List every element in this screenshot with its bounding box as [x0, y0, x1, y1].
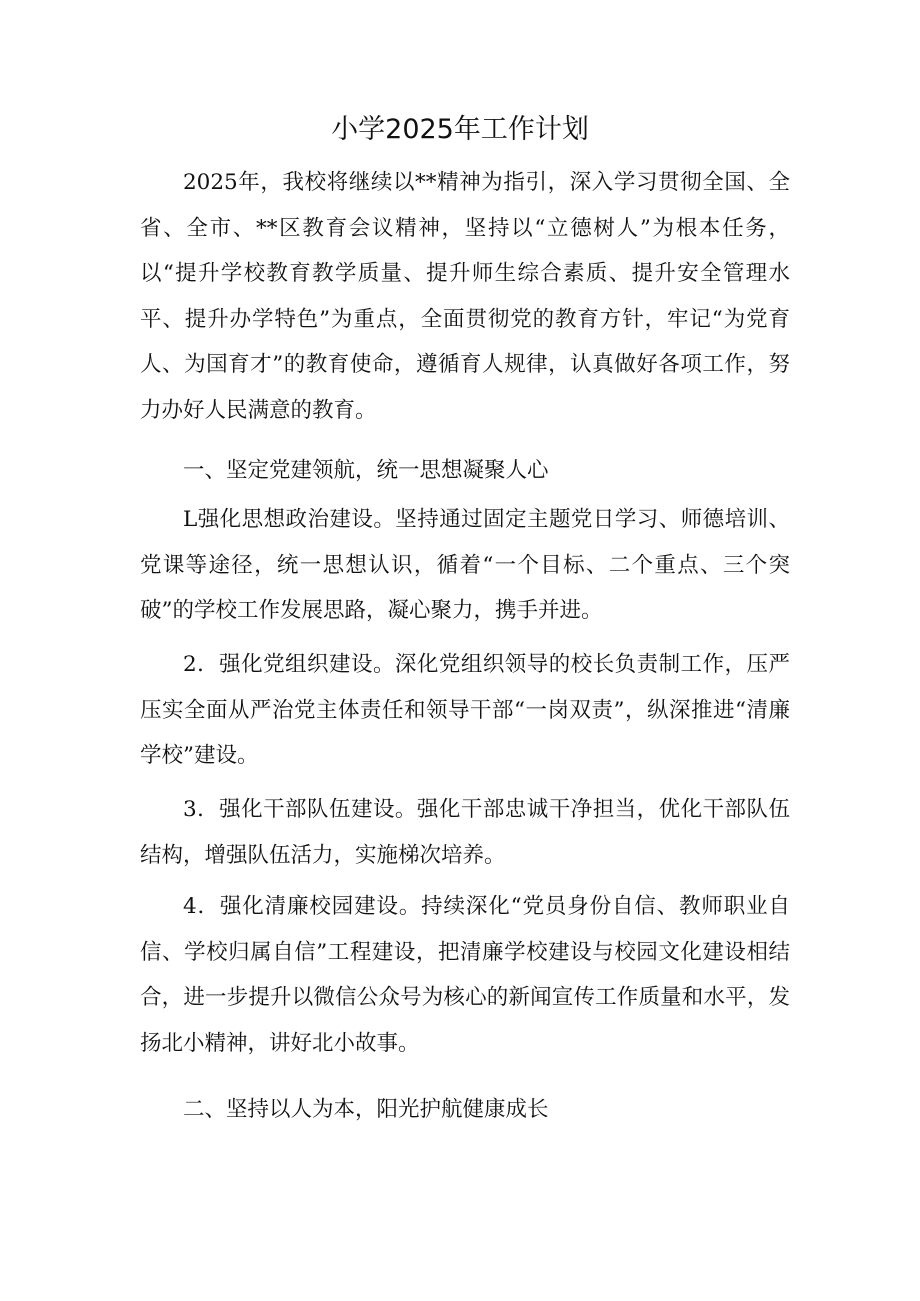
section-2-heading: 二、坚持以人为本，阳光护航健康成长 — [183, 1097, 549, 1122]
section-1-item-2: 2．强化党组织建设。深化党组织领导的校长负责制工作，压严压实全面从严治党主体责任和领导干部“一岗双责”，纵深推进“清廉学校”建设。 — [140, 652, 790, 768]
intro-paragraph: 2025年，我校将继续以**精神为指引，深入学习贯彻全国、全省、全市、**区教育会议精神，坚持以“立德树人”为根本任务，以“提升学校教育教学质量、提升师生综合素质、提升安全管理水平、提升办学特色”为重点，全面贯彻党的教育方针，牢记“为党育人、为国育才”的教育使命，遵循育人规律，认真做好各项工作，努力办好人民满意的教育。 — [140, 170, 790, 423]
section-1-heading: 一、坚定党建领航，统一思想凝聚人心 — [183, 458, 549, 483]
section-1-item-1: L强化思想政治建设。坚持通过固定主题党日学习、师德培训、党课等途径，统一思想认识，循着“一个目标、二个重点、三个突破”的学校工作发展思路，凝心聚力，携手并进。 — [140, 507, 790, 623]
section-1-item-3: 3．强化干部队伍建设。强化干部忠诚干净担当，优化干部队伍结构，增强队伍活力，实施梯次培养。 — [140, 797, 790, 868]
page-title: 小学2025年工作计划 — [331, 114, 589, 145]
section-1-item-4: 4．强化清廉校园建设。持续深化“党员身份自信、教师职业自信、学校归属自信”工程建设，把清廉学校建设与校园文化建设相结合，进一步提升以微信公众号为核心的新闻宣传工作质量和水平，发扬北小精神，讲好北小故事。 — [140, 894, 790, 1056]
